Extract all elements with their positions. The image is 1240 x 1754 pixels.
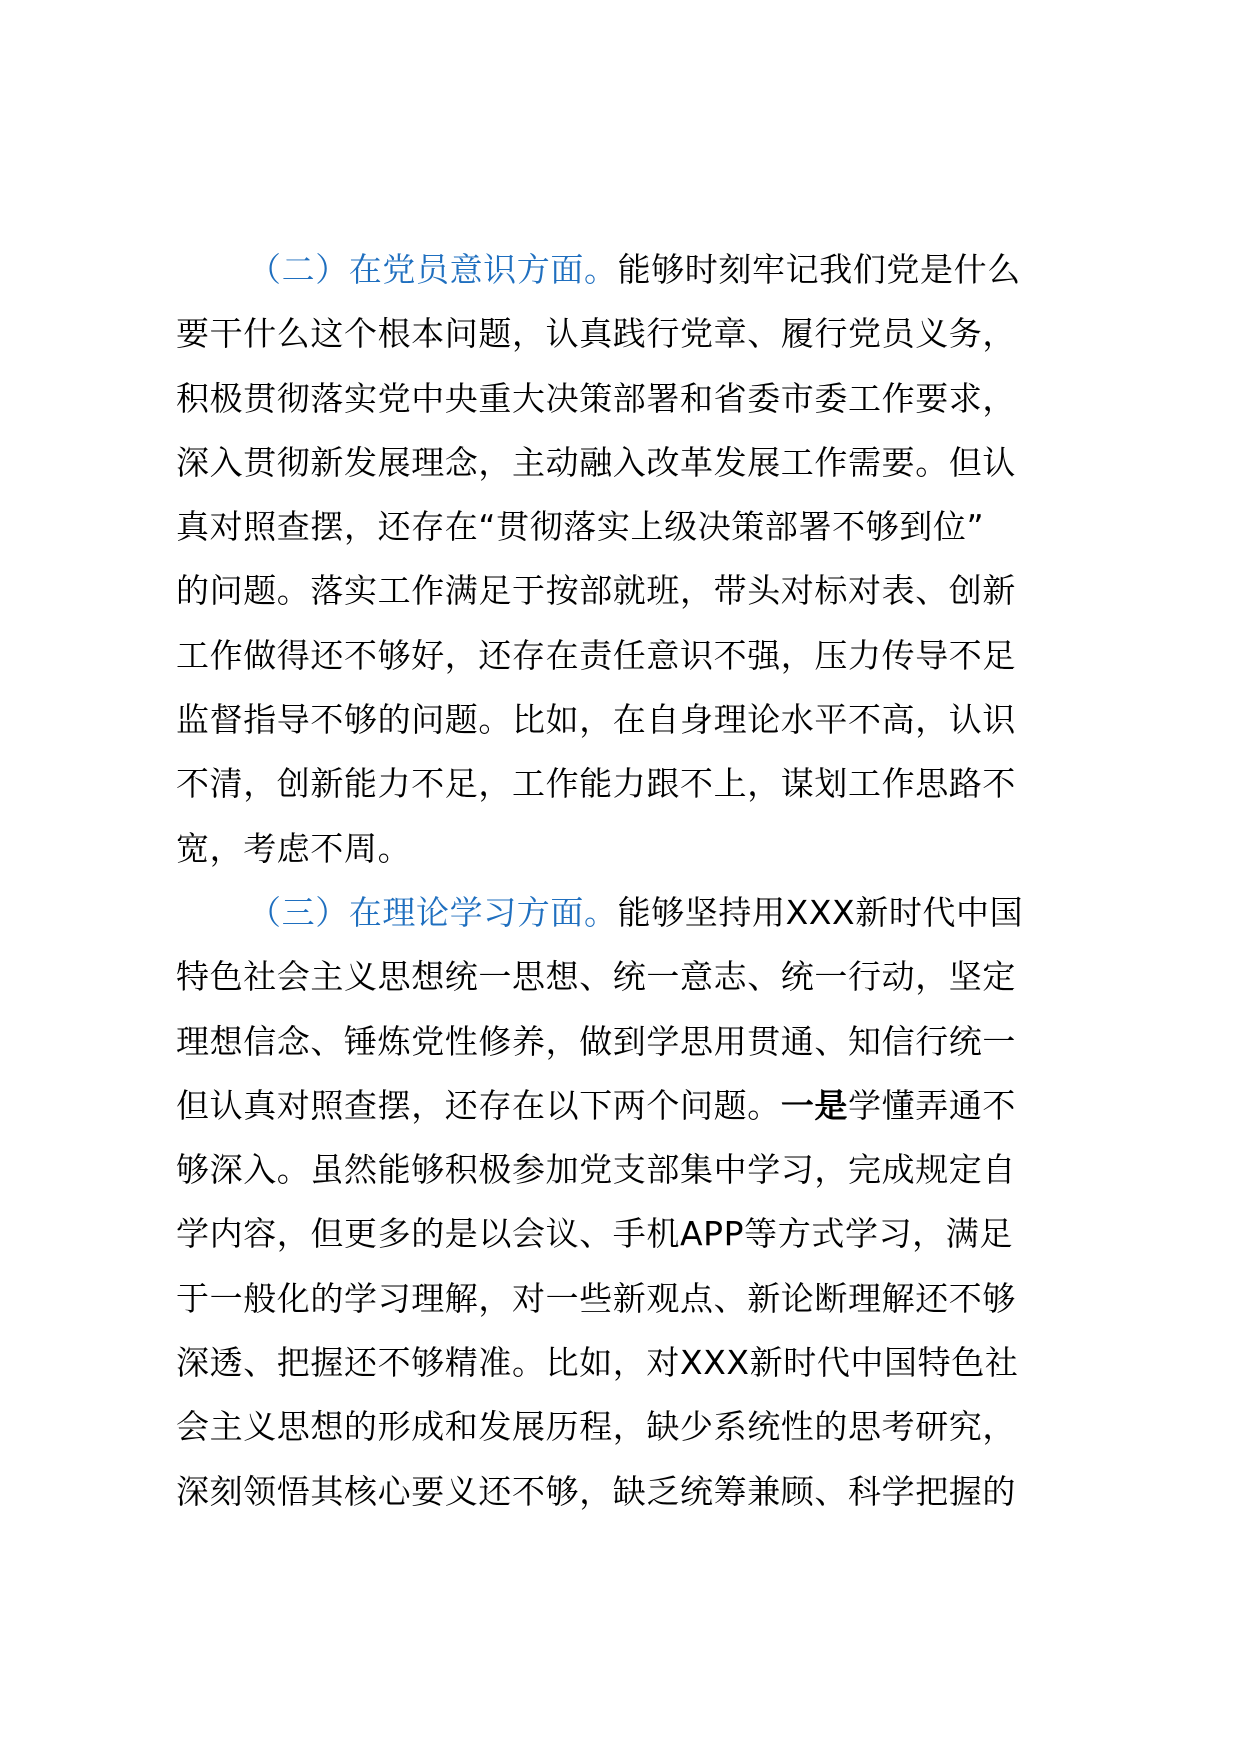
paragraph-line: 于一般化的学习理解，对一些新观点、新论断理解还不够 [176,1278,1016,1318]
paragraph-line: 要干什么这个根本问题，认真践行党章、履行党员义务， [176,314,1016,354]
paragraph-line: 深透、把握还不够精准。比如，对XXX新时代中国特色社 [176,1343,1019,1383]
paragraph-line: 特色社会主义思想统一思想、统一意志、统一行动，坚定 [176,957,1016,997]
paragraph-text: 但认真对照查摆，还存在以下两个问题。 [176,1085,781,1125]
paragraph-line: 宽，考虑不周。 [176,828,412,868]
paragraph-line: 够深入。虽然能够积极参加党支部集中学习，完成规定自 [176,1150,1016,1190]
paragraph-line: 工作做得还不够好，还存在责任意识不强，压力传导不足 [176,635,1016,675]
paragraph-line-with-bold [176,1074,1076,1138]
paragraph-line: 深刻领悟其核心要义还不够，缺乏统筹兼顾、科学把握的 [176,1471,1016,1511]
document-body [176,238,1076,1524]
paragraph-line: 真对照查摆，还存在“贯彻落实上级决策部署不够到位” [176,507,985,547]
bold-label-first: 一是 [780,1085,849,1125]
paragraph-3-line-1 [176,881,1076,945]
paragraph-line: 监督指导不够的问题。比如，在自身理论水平不高，认识 [176,700,1016,740]
paragraph-line: 学内容，但更多的是以会议、手机APP等方式学习，满足 [176,1214,1013,1254]
paragraph-line: 不清，创新能力不足，工作能力跟不上，谋划工作思路不 [176,764,1016,804]
paragraph-2-line-1 [176,238,1076,302]
paragraph-line: 的问题。落实工作满足于按部就班，带头对标对表、创新 [176,571,1016,611]
section-heading-party-awareness: （二）在党员意识方面。 [248,250,618,289]
paragraph-line: 会主义思想的形成和发展历程，缺少系统性的思考研究， [176,1407,1016,1447]
paragraph-line: 深入贯彻新发展理念，主动融入改革发展工作需要。但认 [176,442,1016,482]
section-heading-theory-study: （三）在理论学习方面。 [248,892,618,932]
paragraph-line: 积极贯彻落实党中央重大决策部署和省委市委工作要求， [176,378,1016,418]
paragraph-text: 能够坚持用XXX新时代中国 [617,892,1024,932]
paragraph-text: 能够时刻牢记我们党是什么 [617,250,1021,289]
paragraph-line: 理想信念、锤炼党性修养，做到学思用贯通、知信行统一 [176,1021,1016,1061]
paragraph-text: 学懂弄通不 [848,1085,1017,1125]
